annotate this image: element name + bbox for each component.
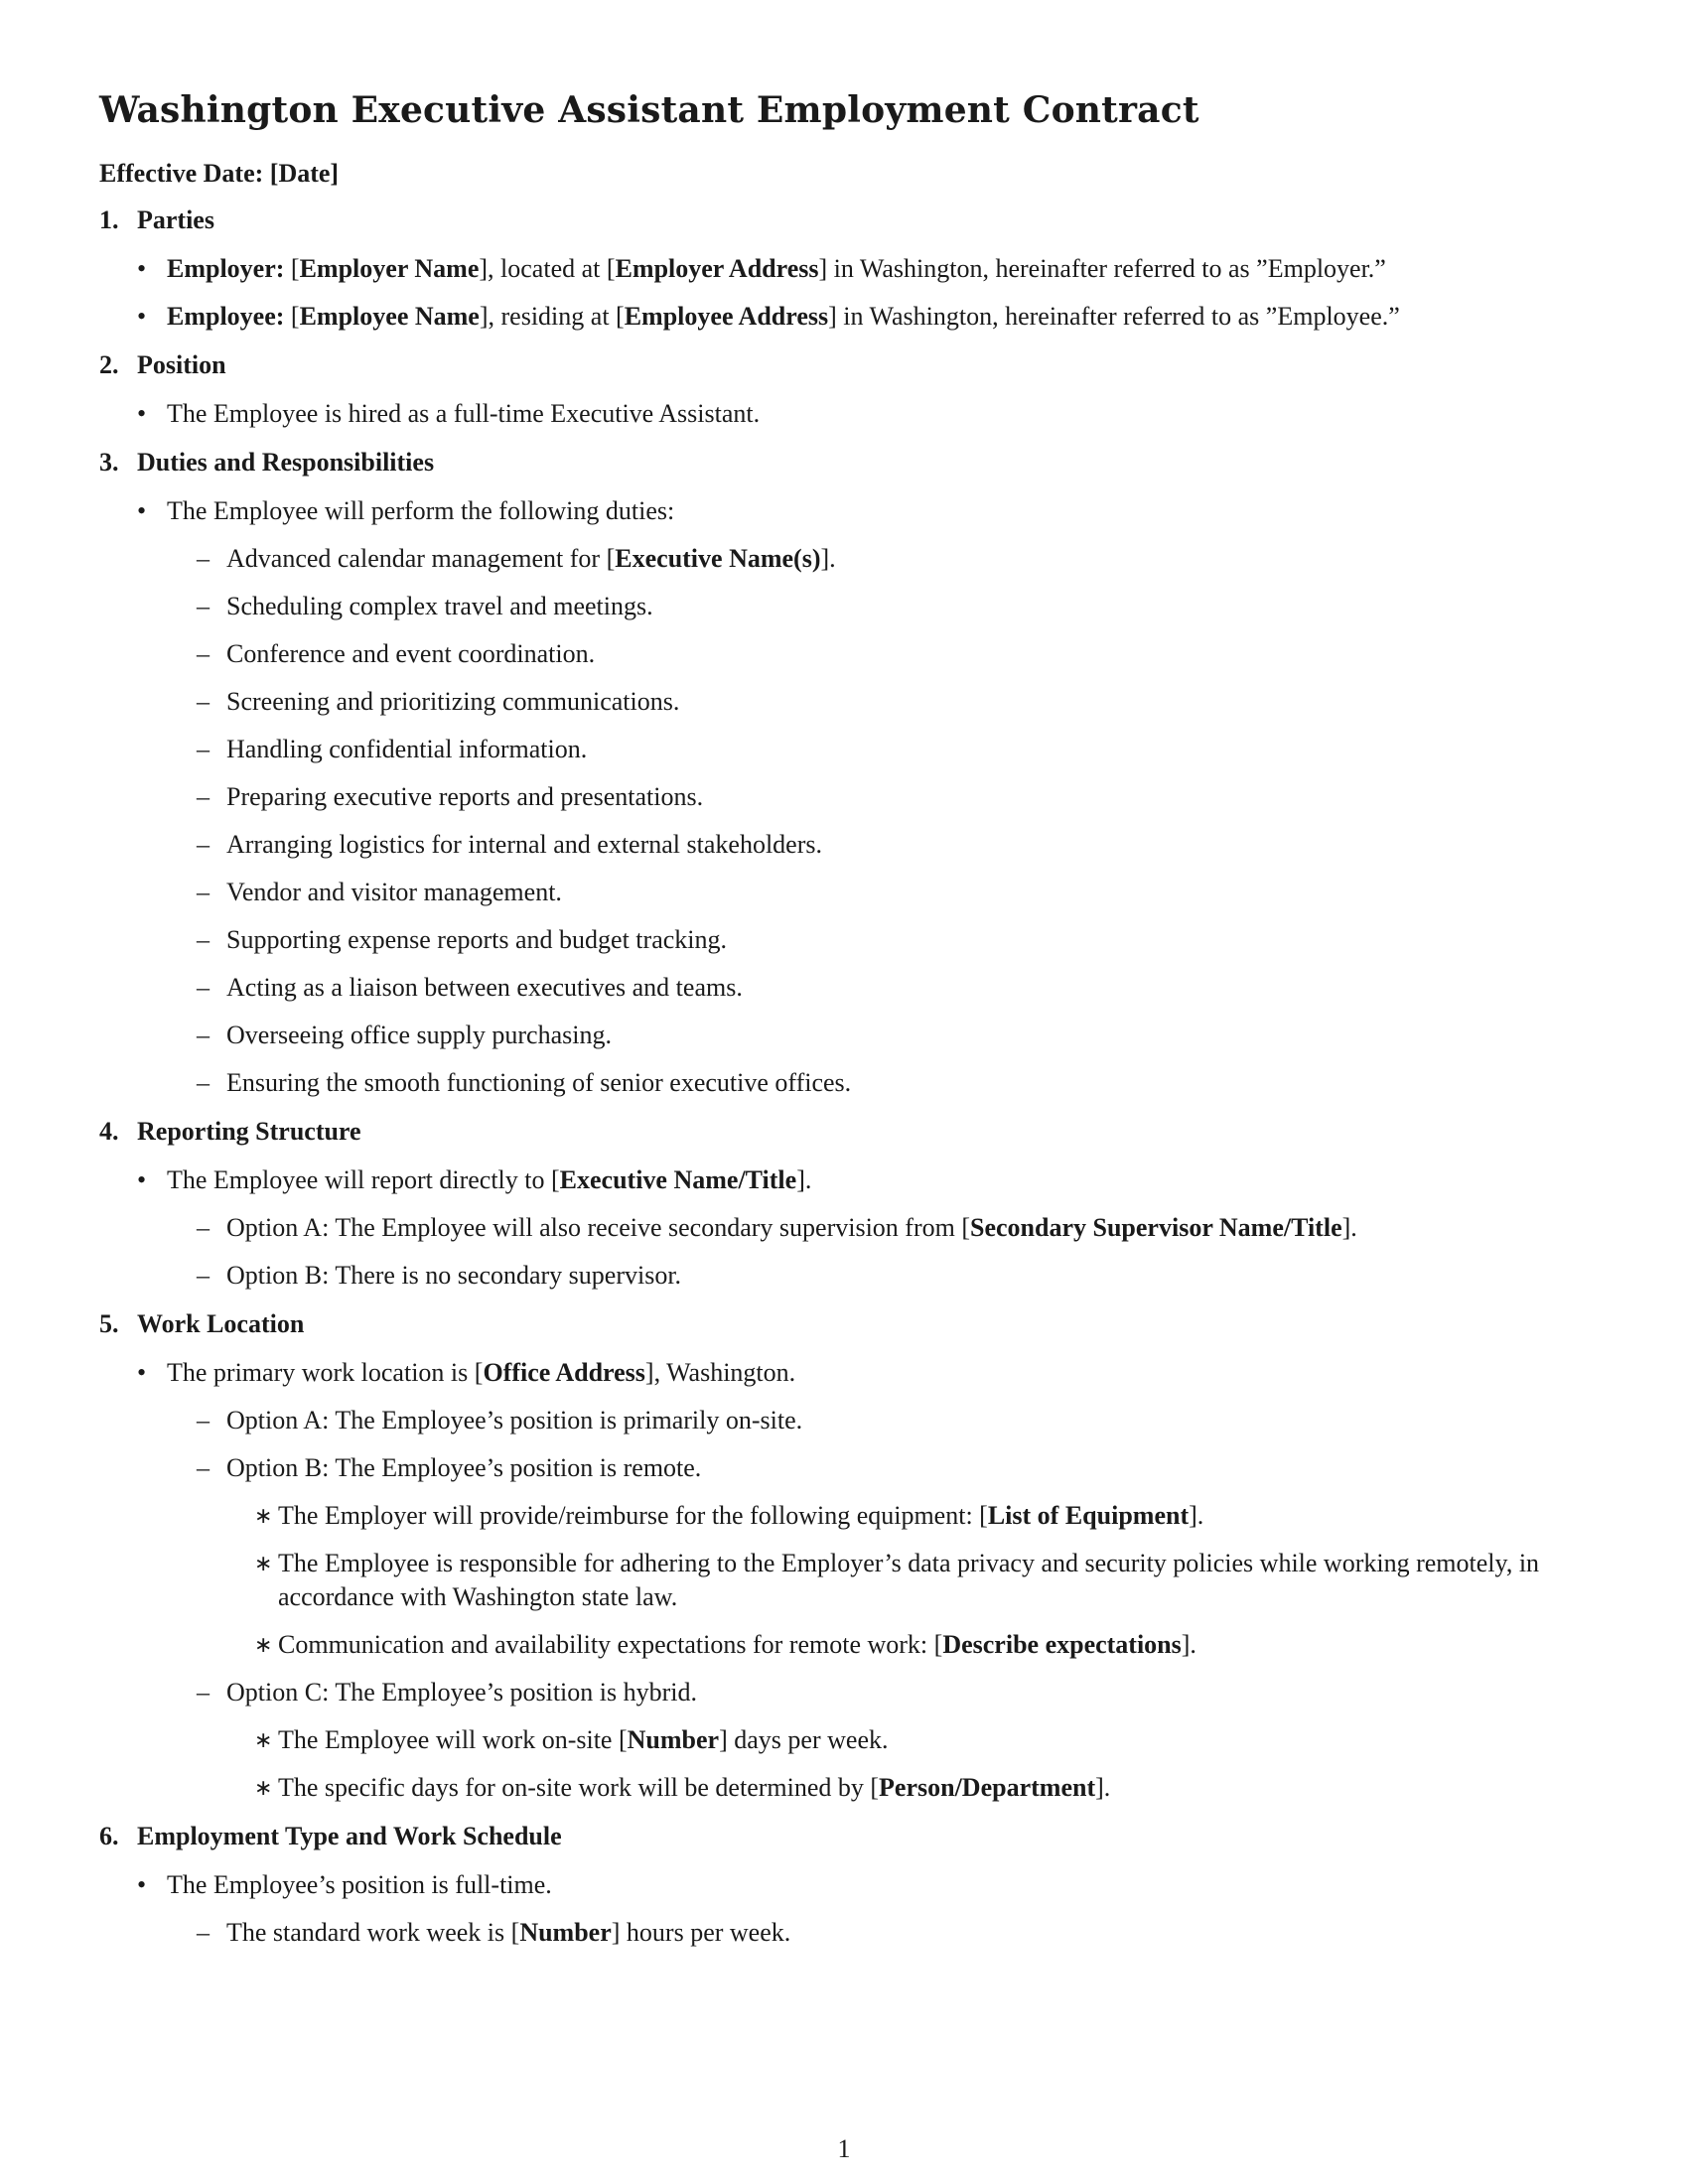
text: Supporting expense reports and budget tracking. <box>226 925 727 954</box>
text: , located at <box>488 254 607 283</box>
text: Communication and availability expectations for remote work: <box>278 1630 934 1659</box>
remote-details <box>226 1499 1589 1662</box>
employer-label: Employer: <box>167 254 285 283</box>
bullet-icon: • <box>137 1870 147 1899</box>
section-4-heading <box>99 1114 1589 1150</box>
duties-list <box>167 542 1589 1100</box>
employer-name-placeholder: Employer Name <box>299 254 480 283</box>
list-item <box>99 494 1589 1100</box>
schedule-details <box>167 1916 1589 1950</box>
section-title: Work Location <box>137 1309 305 1338</box>
document-page <box>99 79 1589 1964</box>
detail-item: ∗ Communication and availability expectations for remote work: [Describe expectations]. <box>226 1628 1589 1662</box>
dash-icon: – <box>197 687 210 716</box>
section-4-list <box>99 1163 1589 1293</box>
text: Option B: There is no secondary supervisor. <box>226 1261 682 1290</box>
option-item: – Option A: The Employee will also receive secondary supervision from [Secondary Supervisor Name/Title]. <box>167 1211 1589 1245</box>
effective-date <box>99 159 1589 189</box>
employee-address-placeholder: Employee Address <box>624 302 829 331</box>
text: hours per week. <box>620 1918 791 1947</box>
dash-icon: – <box>197 973 210 1002</box>
bullet-icon: • <box>137 1358 147 1387</box>
list-item: • The Employee will report directly to [Executive Name/Title]. – Option A: The Employee will also receive secondary supervision from [Secondary Supervisor Name/Title]. – Option B: There is no secondary supervisor. <box>99 1163 1589 1293</box>
dash-icon: – <box>197 1918 210 1947</box>
section-title: Employment Type and Work Schedule <box>137 1822 562 1850</box>
list-item: • Employee: [Employee Name], residing at [Employee Address] in Washington, hereinafter referred to as ”Employee.” <box>99 300 1589 334</box>
text: Screening and prioritizing communications. <box>226 687 680 716</box>
option-item <box>167 1259 1589 1293</box>
text: Option A: The Employee’s position is primarily on-site. <box>226 1406 803 1434</box>
dash-icon: – <box>197 1261 210 1290</box>
section-5-list <box>99 1356 1589 1805</box>
duty-item <box>167 685 1589 719</box>
section-6-list <box>99 1868 1589 1950</box>
duty-item <box>167 828 1589 862</box>
text: Vendor and visitor management. <box>226 878 562 906</box>
section-title: Parties <box>137 205 214 234</box>
employer-address-placeholder: Employer Address <box>615 254 819 283</box>
section-title: Reporting Structure <box>137 1117 361 1146</box>
section-number: 3. <box>99 448 119 477</box>
duty-item <box>167 1019 1589 1052</box>
list-item: • Employer: [Employer Name], located at [Employer Address] in Washington, hereinafter referred to as ”Employer.” <box>99 252 1589 286</box>
executive-names-placeholder: Executive Name(s) <box>615 544 821 573</box>
text: Preparing executive reports and presentations. <box>226 782 704 811</box>
option-item <box>167 1451 1589 1662</box>
section-number: 4. <box>99 1117 119 1146</box>
text: The Employee will perform the following duties: <box>167 496 675 525</box>
dash-icon: – <box>197 1068 210 1097</box>
option-item <box>167 1404 1589 1437</box>
section-2-heading <box>99 347 1589 383</box>
duty-item <box>167 733 1589 766</box>
text: in Washington, hereinafter referred to as ”Employer.” <box>827 254 1386 283</box>
person-department-placeholder: Person/Department <box>879 1773 1096 1802</box>
text: The primary work location is <box>167 1358 475 1387</box>
duty-item <box>167 1066 1589 1100</box>
dash-icon: – <box>197 592 210 620</box>
duty-item <box>167 590 1589 623</box>
location-options <box>167 1404 1589 1805</box>
text: Conference and event coordination. <box>226 639 596 668</box>
asterisk-icon: ∗ <box>254 1632 273 1657</box>
section-number: 6. <box>99 1822 119 1850</box>
section-title: Position <box>137 350 226 379</box>
section-title: Duties and Responsibilities <box>137 448 435 477</box>
text: The Employee is hired as a full-time Executive Assistant. <box>167 399 761 428</box>
duty-item <box>167 637 1589 671</box>
section-3-list <box>99 494 1589 1100</box>
dash-icon: – <box>197 878 210 906</box>
duty-item <box>167 971 1589 1005</box>
text: Arranging logistics for internal and external stakeholders. <box>226 830 822 859</box>
duty-item <box>167 923 1589 957</box>
text: The Employer will provide/reimburse for the following equipment: <box>278 1501 980 1530</box>
text: Overseeing office supply purchasing. <box>226 1021 612 1049</box>
asterisk-icon: ∗ <box>254 1775 273 1800</box>
asterisk-icon: ∗ <box>254 1551 273 1575</box>
document-title: Washington Executive Assistant Employment Contract <box>99 89 1199 131</box>
option-item <box>167 1676 1589 1805</box>
text: Acting as a liaison between executives and teams. <box>226 973 743 1002</box>
section-1-heading <box>99 203 1589 238</box>
asterisk-icon: ∗ <box>254 1503 273 1528</box>
section-2-list <box>99 397 1589 431</box>
bullet-icon: • <box>137 254 147 283</box>
text: The Employee will report directly to <box>167 1165 551 1194</box>
dash-icon: – <box>197 1453 210 1482</box>
dash-icon: – <box>197 1678 210 1706</box>
duty-item <box>167 876 1589 909</box>
text: , residing at <box>488 302 617 331</box>
bullet-icon: • <box>137 302 147 331</box>
days-number-placeholder: Number <box>627 1725 720 1754</box>
hybrid-details <box>226 1723 1589 1805</box>
dash-icon: – <box>197 735 210 763</box>
text: The standard work week is <box>226 1918 511 1947</box>
detail-item: ∗ The specific days for on-site work will be determined by [Person/Department]. <box>226 1771 1589 1805</box>
employee-label: Employee: <box>167 302 285 331</box>
list-item <box>99 397 1589 431</box>
text: The specific days for on-site work will be determined by <box>278 1773 871 1802</box>
page-number: 1 <box>837 2134 851 2163</box>
detail-item <box>226 1547 1589 1614</box>
equipment-placeholder: List of Equipment <box>987 1501 1190 1530</box>
asterisk-icon: ∗ <box>254 1727 273 1752</box>
dash-icon: – <box>197 1213 210 1242</box>
effective-date-label: Effective Date: <box>99 159 264 188</box>
bullet-icon: • <box>137 399 147 428</box>
dash-icon: – <box>197 1406 210 1434</box>
text: Advanced calendar management for <box>226 544 607 573</box>
text: Option A: The Employee will also receive secondary supervision from <box>226 1213 962 1242</box>
text: in Washington, hereinafter referred to as ”Employee.” <box>836 302 1400 331</box>
detail-item: – The standard work week is [Number] hours per week. <box>167 1916 1589 1950</box>
effective-date-value: [Date] <box>269 159 340 188</box>
hours-number-placeholder: Number <box>519 1918 612 1947</box>
expectations-placeholder: Describe expectations <box>942 1630 1182 1659</box>
text: The Employee will work on-site <box>278 1725 619 1754</box>
dash-icon: – <box>197 925 210 954</box>
list-item <box>99 1868 1589 1950</box>
dash-icon: – <box>197 830 210 859</box>
bullet-icon: • <box>137 1165 147 1194</box>
dash-icon: – <box>197 782 210 811</box>
list-item: • The primary work location is [Office Address], Washington. – Option A: The Employee’s position is primarily on-site. – Option B: The Employee’s position is remote. ∗ The Employer will provide/reimburse for the following equipment: [List of Equipment]. ∗ The Employee is responsible for adhering to the Employer’s data privacy and security policies while working remotely, in accordance with Washington state law. ∗ Communication and availability expectations for remote work: [Describe expectations]. – Option C: The Employee’s position is hybrid. ∗ The Employee will work on-site [Number] days per week. ∗ The specific days for on-site work will be determined by [Person/Department]. <box>99 1356 1589 1805</box>
text: The Employee’s position is full-time. <box>167 1870 552 1899</box>
section-6-heading <box>99 1819 1589 1854</box>
executive-title-placeholder: Executive Name/Title <box>559 1165 797 1194</box>
office-address-placeholder: Office Address <box>483 1358 645 1387</box>
duty-item <box>167 780 1589 814</box>
dash-icon: – <box>197 1021 210 1049</box>
section-number: 1. <box>99 205 119 234</box>
duty-item: – Advanced calendar management for [Executive Name(s)]. <box>167 542 1589 576</box>
section-number: 5. <box>99 1309 119 1338</box>
employee-name-placeholder: Employee Name <box>299 302 480 331</box>
text: Option B: The Employee’s position is remote. <box>226 1453 702 1482</box>
detail-item: ∗ The Employee will work on-site [Number] days per week. <box>226 1723 1589 1757</box>
text: The Employee is responsible for adhering to the Employer’s data privacy and security policies while working remotely, in accordance with Washington state law. <box>278 1549 1540 1611</box>
bullet-icon: • <box>137 496 147 525</box>
dash-icon: – <box>197 639 210 668</box>
section-number: 2. <box>99 350 119 379</box>
dash-icon: – <box>197 544 210 573</box>
text: Option C: The Employee’s position is hybrid. <box>226 1678 698 1706</box>
text: Scheduling complex travel and meetings. <box>226 592 653 620</box>
detail-item: ∗ The Employer will provide/reimburse for the following equipment: [List of Equipment]. <box>226 1499 1589 1533</box>
secondary-supervisor-placeholder: Secondary Supervisor Name/Title <box>970 1213 1342 1242</box>
reporting-options <box>167 1211 1589 1293</box>
section-5-heading <box>99 1306 1589 1342</box>
text: Handling confidential information. <box>226 735 588 763</box>
section-1-list <box>99 252 1589 334</box>
section-3-heading <box>99 445 1589 480</box>
text: Ensuring the smooth functioning of senior executive offices. <box>226 1068 852 1097</box>
text: days per week. <box>727 1725 889 1754</box>
text: , Washington. <box>653 1358 796 1387</box>
